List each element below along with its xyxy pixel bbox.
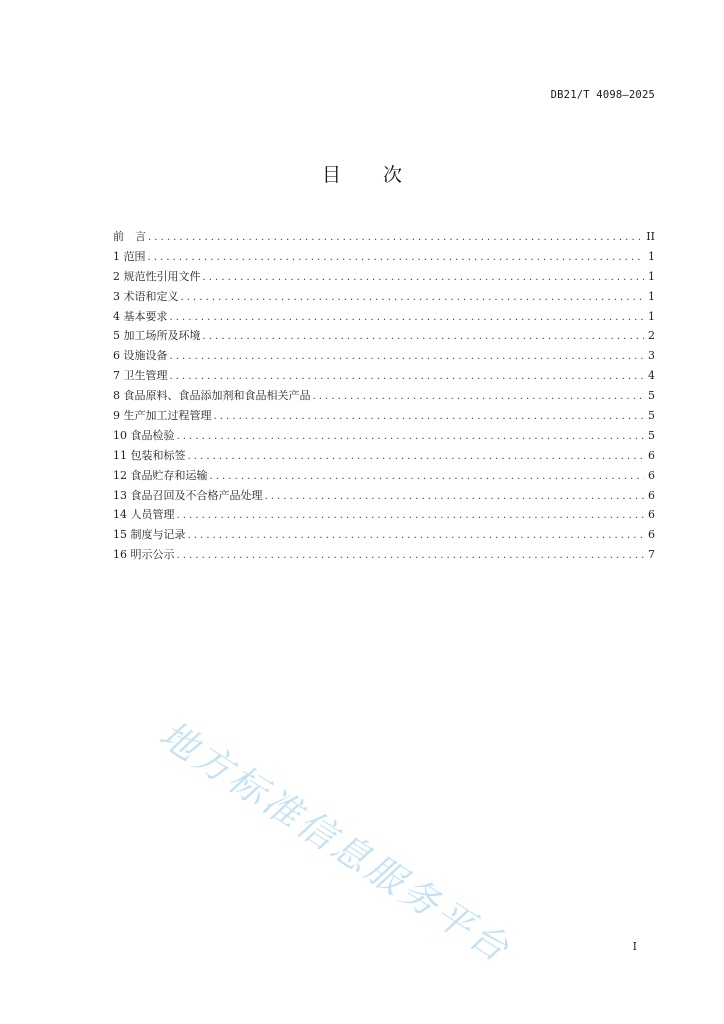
toc-leader-dots bbox=[214, 407, 645, 427]
toc-entry-page: 5 bbox=[648, 428, 655, 442]
toc-leader-dots bbox=[313, 387, 645, 407]
toc-entry-5[interactable] bbox=[113, 326, 655, 346]
toc-entry-3[interactable] bbox=[113, 287, 655, 307]
table-of-contents bbox=[113, 227, 655, 565]
toc-leader-dots bbox=[265, 487, 645, 507]
toc-entry-page: 3 bbox=[648, 349, 655, 363]
toc-entry-page: 4 bbox=[648, 369, 655, 383]
toc-entry-label: 3 术语和定义 bbox=[113, 289, 179, 303]
toc-leader-dots bbox=[177, 427, 645, 447]
toc-entry-label: 10 食品检验 bbox=[113, 428, 175, 442]
toc-entry-label: 11 包装和标签 bbox=[113, 448, 186, 462]
toc-entry-label: 12 食品贮存和运输 bbox=[113, 468, 208, 482]
toc-leader-dots bbox=[203, 268, 645, 288]
toc-leader-dots bbox=[203, 327, 645, 347]
toc-entry-page: 5 bbox=[648, 389, 655, 403]
standard-code: DB21/T 4098—2025 bbox=[550, 89, 655, 101]
toc-entry-label: 2 规范性引用文件 bbox=[113, 269, 201, 283]
toc-entry-page: II bbox=[646, 230, 655, 243]
toc-entry-8[interactable] bbox=[113, 386, 655, 406]
watermark: 地方标准信息服务平台 bbox=[151, 712, 519, 972]
toc-entry-15[interactable] bbox=[113, 525, 655, 545]
toc-leader-dots bbox=[170, 308, 645, 328]
toc-entry-13[interactable] bbox=[113, 486, 655, 506]
toc-leader-dots bbox=[188, 447, 645, 467]
toc-leader-dots bbox=[210, 467, 645, 487]
toc-entry-page: 6 bbox=[648, 528, 655, 542]
toc-entry-label: 1 范围 bbox=[113, 249, 146, 263]
toc-leader-dots bbox=[181, 288, 645, 308]
toc-entry-page: 6 bbox=[648, 508, 655, 522]
toc-entry-label: 14 人员管理 bbox=[113, 508, 175, 522]
toc-entry-label: 7 卫生管理 bbox=[113, 369, 168, 383]
toc-entry-label: 6 设施设备 bbox=[113, 349, 168, 363]
toc-entry-page: 7 bbox=[648, 548, 655, 562]
toc-entry-4[interactable] bbox=[113, 307, 655, 327]
toc-entry-9[interactable] bbox=[113, 406, 655, 426]
toc-entry-page: 1 bbox=[648, 289, 655, 303]
toc-entry-6[interactable] bbox=[113, 346, 655, 366]
toc-entry-label: 9 生产加工过程管理 bbox=[113, 409, 212, 423]
toc-entry-page: 1 bbox=[648, 269, 655, 283]
toc-entry-foreword[interactable] bbox=[113, 227, 655, 247]
toc-entry-page: 6 bbox=[648, 448, 655, 462]
toc-entry-1[interactable] bbox=[113, 247, 655, 267]
page-title: 目 次 bbox=[321, 164, 421, 186]
toc-entry-label: 15 制度与记录 bbox=[113, 528, 186, 542]
toc-entry-page: 6 bbox=[648, 468, 655, 482]
toc-entry-2[interactable] bbox=[113, 267, 655, 287]
toc-leader-dots bbox=[188, 526, 645, 546]
toc-entry-page: 1 bbox=[648, 309, 655, 323]
toc-leader-dots bbox=[170, 367, 645, 387]
toc-leader-dots bbox=[148, 228, 643, 248]
toc-leader-dots bbox=[177, 546, 645, 566]
toc-entry-label: 5 加工场所及环境 bbox=[113, 329, 201, 343]
toc-entry-11[interactable] bbox=[113, 446, 655, 466]
toc-leader-dots bbox=[177, 506, 645, 526]
toc-entry-page: 1 bbox=[648, 249, 655, 263]
toc-leader-dots bbox=[170, 347, 645, 367]
toc-entry-page: 5 bbox=[648, 409, 655, 423]
toc-leader-dots bbox=[148, 248, 645, 268]
toc-entry-label: 前 言 bbox=[113, 230, 146, 243]
toc-entry-label: 13 食品召回及不合格产品处理 bbox=[113, 488, 263, 502]
toc-entry-page: 2 bbox=[648, 329, 655, 343]
toc-entry-14[interactable] bbox=[113, 505, 655, 525]
toc-entry-10[interactable] bbox=[113, 426, 655, 446]
toc-entry-7[interactable] bbox=[113, 366, 655, 386]
toc-entry-16[interactable] bbox=[113, 545, 655, 565]
toc-entry-label: 4 基本要求 bbox=[113, 309, 168, 323]
toc-entry-label: 16 明示公示 bbox=[113, 548, 175, 562]
toc-entry-label: 8 食品原料、食品添加剂和食品相关产品 bbox=[113, 389, 311, 403]
toc-entry-12[interactable] bbox=[113, 466, 655, 486]
toc-entry-page: 6 bbox=[648, 488, 655, 502]
page-number: I bbox=[632, 940, 637, 953]
